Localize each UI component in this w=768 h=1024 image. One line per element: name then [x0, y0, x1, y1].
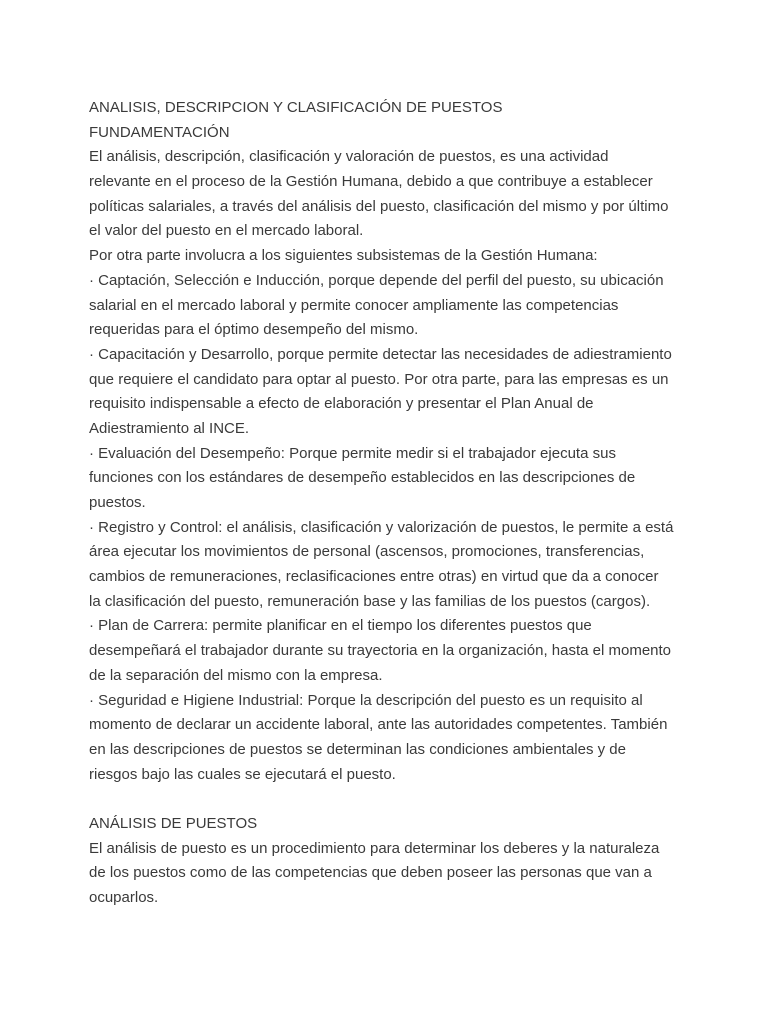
paragraph-line: funciones con los estándares de desempeño establecidos en las descripciones de: [89, 469, 636, 487]
paragraph-line: puestos.: [89, 494, 146, 511]
paragraph-line: políticas salariales, a través del análisis del puesto, clasificación del mismo y por último: [89, 197, 669, 215]
paragraph-line: momento de declarar un accidente laboral, ante las autoridades competentes. También: [89, 716, 668, 734]
paragraph-line: el valor del puesto en el mercado laboral.: [89, 222, 364, 240]
paragraph-line: que requiere el candidato para optar al puesto. Por otra parte, para las empresas es un: [89, 370, 669, 388]
paragraph-line: relevante en el proceso de la Gestión Humana, debido a que contribuye a establecer: [89, 173, 653, 191]
subsystems-intro: Por otra parte involucra a los siguientes subsistemas de la Gestión Humana:: [89, 247, 598, 265]
paragraph-line: · Registro y Control: el análisis, clasificación y valorización de puestos, le permite a está: [89, 518, 674, 536]
paragraph-line: · Captación, Selección e Inducción, porque depende del perfil del puesto, su ubicación: [89, 271, 664, 289]
paragraph-line: de la separación del mismo con la empresa.: [89, 666, 383, 684]
paragraph-line: riesgos bajo las cuales se ejecutará el puesto.: [89, 765, 396, 783]
document-title: ANALISIS, DESCRIPCION Y CLASIFICACIÓN DE PUESTOS: [89, 99, 503, 116]
section-heading-analisis: ANÁLISIS DE PUESTOS: [89, 814, 258, 832]
bullet-item-registro: [89, 516, 689, 615]
bullet-item-plan-carrera: [89, 614, 689, 688]
paragraph-line: de los puestos como de las competencias que deben poseer las personas que van a: [89, 864, 652, 882]
paragraph-line: · Capacitación y Desarrollo, porque permite detectar las necesidades de adiestramiento: [89, 345, 672, 363]
paragraph-line: en las descripciones de puestos se determinan las condiciones ambientales y de: [89, 740, 626, 758]
paragraph-line: · Evaluación del Desempeño: Porque permite medir si el trabajador ejecuta sus: [89, 444, 616, 462]
bullet-item-capacitacion: [89, 343, 689, 442]
bullet-item-evaluacion: [89, 442, 689, 516]
bullet-item-captacion: [89, 269, 689, 343]
document-body: [89, 96, 689, 911]
paragraph-line: requeridas para el óptimo desempeño del mismo.: [89, 321, 419, 339]
paragraph-line: desempeñará el trabajador durante su trayectoria en la organización, hasta el momento: [89, 642, 672, 660]
paragraph-line: requisito indispensable a efecto de elaboración y presentar el Plan Anual de: [89, 395, 594, 413]
bullet-item-seguridad: [89, 689, 689, 788]
intro-paragraph: [89, 145, 689, 244]
paragraph-line: la clasificación del puesto, remuneración base y las familias de los puestos (cargos).: [89, 592, 651, 610]
paragraph-line: área ejecutar los movimientos de personal (ascensos, promociones, transferencias,: [89, 543, 645, 561]
paragraph-line: ocuparlos.: [89, 889, 159, 906]
paragraph-line: El análisis de puesto es un procedimiento para determinar los deberes y la naturaleza: [89, 839, 660, 857]
analisis-paragraph: [89, 837, 689, 911]
paragraph-line: cambios de remuneraciones, reclasificaciones entre otras) en virtud que da a conocer: [89, 568, 659, 586]
paragraph-line: Adiestramiento al INCE.: [89, 419, 250, 437]
section-heading-fundamentacion: FUNDAMENTACIÓN: [89, 123, 230, 141]
paragraph-line: El análisis, descripción, clasificación y valoración de puestos, es una actividad: [89, 148, 609, 166]
paragraph-line: · Plan de Carrera: permite planificar en el tiempo los diferentes puestos que: [89, 617, 592, 635]
paragraph-line: salarial en el mercado laboral y permite conocer ampliamente las competencias: [89, 296, 619, 314]
blank-line: [89, 787, 689, 812]
paragraph-line: · Seguridad e Higiene Industrial: Porque la descripción del puesto es un requisito al: [89, 691, 643, 709]
